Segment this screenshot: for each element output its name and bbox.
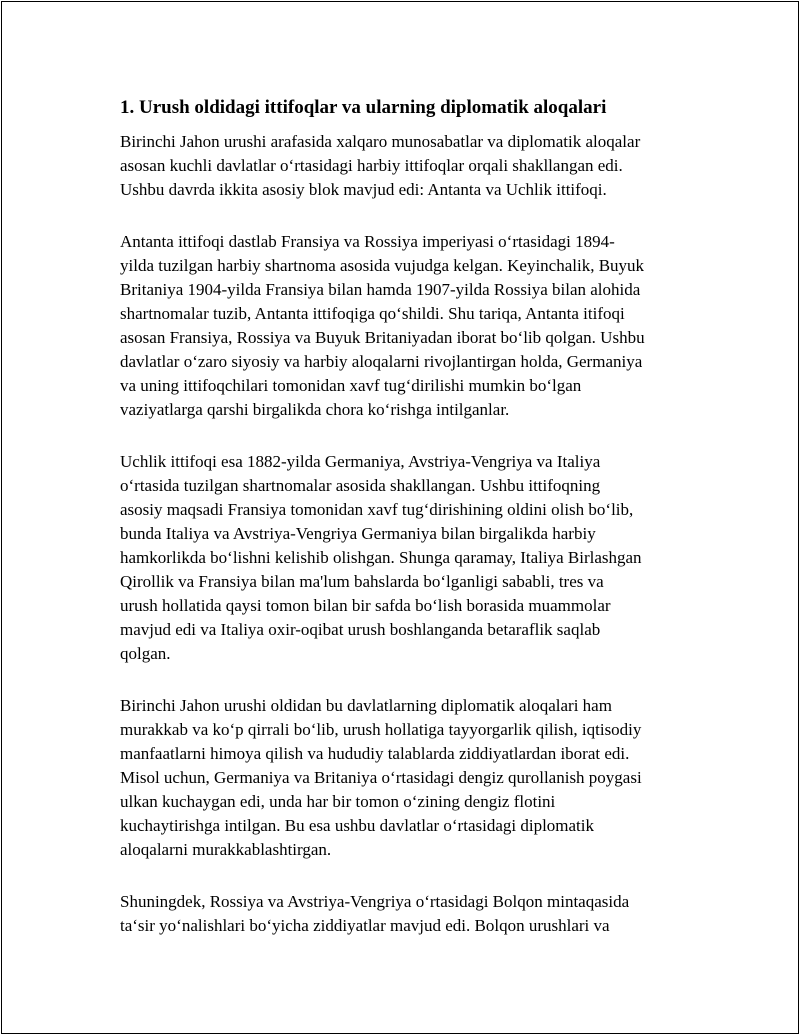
text-line: hamkorlikda boʻlishni kelishib olishgan. Shunga qaramay, Italiya Birlashgan: [120, 548, 642, 567]
text-line: shartnomalar tuzib, Antanta ittifoqiga qoʻshildi. Shu tariqa, Antanta itifoqi: [120, 304, 625, 323]
text-line: Antanta ittifoqi dastlab Fransiya va Rossiya imperiyasi oʻrtasidagi 1894-: [120, 232, 615, 251]
text-line: ulkan kuchaygan edi, unda har bir tomon oʻzining dengiz flotini: [120, 792, 556, 811]
section-heading: 1. Urush oldidagi ittifoqlar va ularning diplomatik aloqalari: [120, 97, 607, 118]
text-line: urush hollatida qaysi tomon bilan bir safda boʻlish borasida muammolar: [120, 596, 611, 615]
text-line: Britaniya 1904-yilda Fransiya bilan hamda 1907-yilda Rossiya bilan alohida: [120, 280, 641, 299]
text-line: murakkab va koʻp qirrali boʻlib, urush hollatiga tayyorgarlik qilish, iqtisodiy: [120, 720, 642, 739]
text-line: Shuningdek, Rossiya va Avstriya-Vengriya oʻrtasidagi Bolqon mintaqasida: [120, 892, 630, 911]
paragraph-triple-alliance: [120, 450, 690, 666]
text-line: asosan kuchli davlatlar oʻrtasidagi harbiy ittifoqlar orqali shakllangan edi.: [120, 156, 623, 175]
document-body: [120, 96, 690, 966]
text-line: Birinchi Jahon urushi arafasida xalqaro munosabatlar va diplomatik aloqalar: [120, 132, 641, 151]
document-page: [1, 1, 799, 1034]
text-line: yilda tuzilgan harbiy shartnoma asosida vujudga kelgan. Keyinchalik, Buyuk: [120, 256, 645, 275]
text-line: Birinchi Jahon urushi oldidan bu davlatlarning diplomatik aloqalari ham: [120, 696, 612, 715]
text-line: asosiy maqsadi Fransiya tomonidan xavf tugʻdirishining oldini olish boʻlib,: [120, 500, 634, 519]
text-line: manfaatlarni himoya qilish va hududiy talablarda ziddiyatlardan iborat edi.: [120, 744, 630, 763]
text-line: Misol uchun, Germaniya va Britaniya oʻrtasidagi dengiz qurollanish poygasi: [120, 768, 642, 787]
text-line: Qirollik va Fransiya bilan ma'lum bahslarda boʻlganligi sababli, tres va: [120, 572, 604, 591]
paragraph-diplomatic-relations: [120, 694, 690, 862]
paragraph-entente: [120, 230, 690, 422]
text-line: va uning ittifoqchilari tomonidan xavf tugʻdirilishi mumkin boʻlgan: [120, 376, 582, 395]
paragraph-intro: [120, 130, 690, 202]
text-line: Uchlik ittifoqi esa 1882-yilda Germaniya, Avstriya-Vengriya va Italiya: [120, 452, 601, 471]
text-line: Ushbu davrda ikkita asosiy blok mavjud edi: Antanta va Uchlik ittifoqi.: [120, 180, 607, 199]
text-line: taʻsir yoʻnalishlari boʻyicha ziddiyatlar mavjud edi. Bolqon urushlari va: [120, 916, 610, 935]
text-line: davlatlar oʻzaro siyosiy va harbiy aloqalarni rivojlantirgan holda, Germaniya: [120, 352, 643, 371]
text-line: bunda Italiya va Avstriya-Vengriya Germaniya bilan birgalikda harbiy: [120, 524, 596, 543]
text-line: aloqalarni murakkablashtirgan.: [120, 840, 332, 859]
text-line: kuchaytirishga intilgan. Bu esa ushbu davlatlar oʻrtasidagi diplomatik: [120, 816, 595, 835]
text-line: mavjud edi va Italiya oxir-oqibat urush boshlanganda betaraflik saqlab: [120, 620, 601, 639]
text-line: vaziyatlarga qarshi birgalikda chora koʻrishga intilganlar.: [120, 400, 510, 419]
text-line: asosan Fransiya, Rossiya va Buyuk Britaniyadan iborat boʻlib qolgan. Ushbu: [120, 328, 645, 347]
paragraph-balkans: [120, 890, 690, 938]
text-line: oʻrtasida tuzilgan shartnomalar asosida shakllangan. Ushbu ittifoqning: [120, 476, 601, 495]
text-line: qolgan.: [120, 644, 171, 663]
